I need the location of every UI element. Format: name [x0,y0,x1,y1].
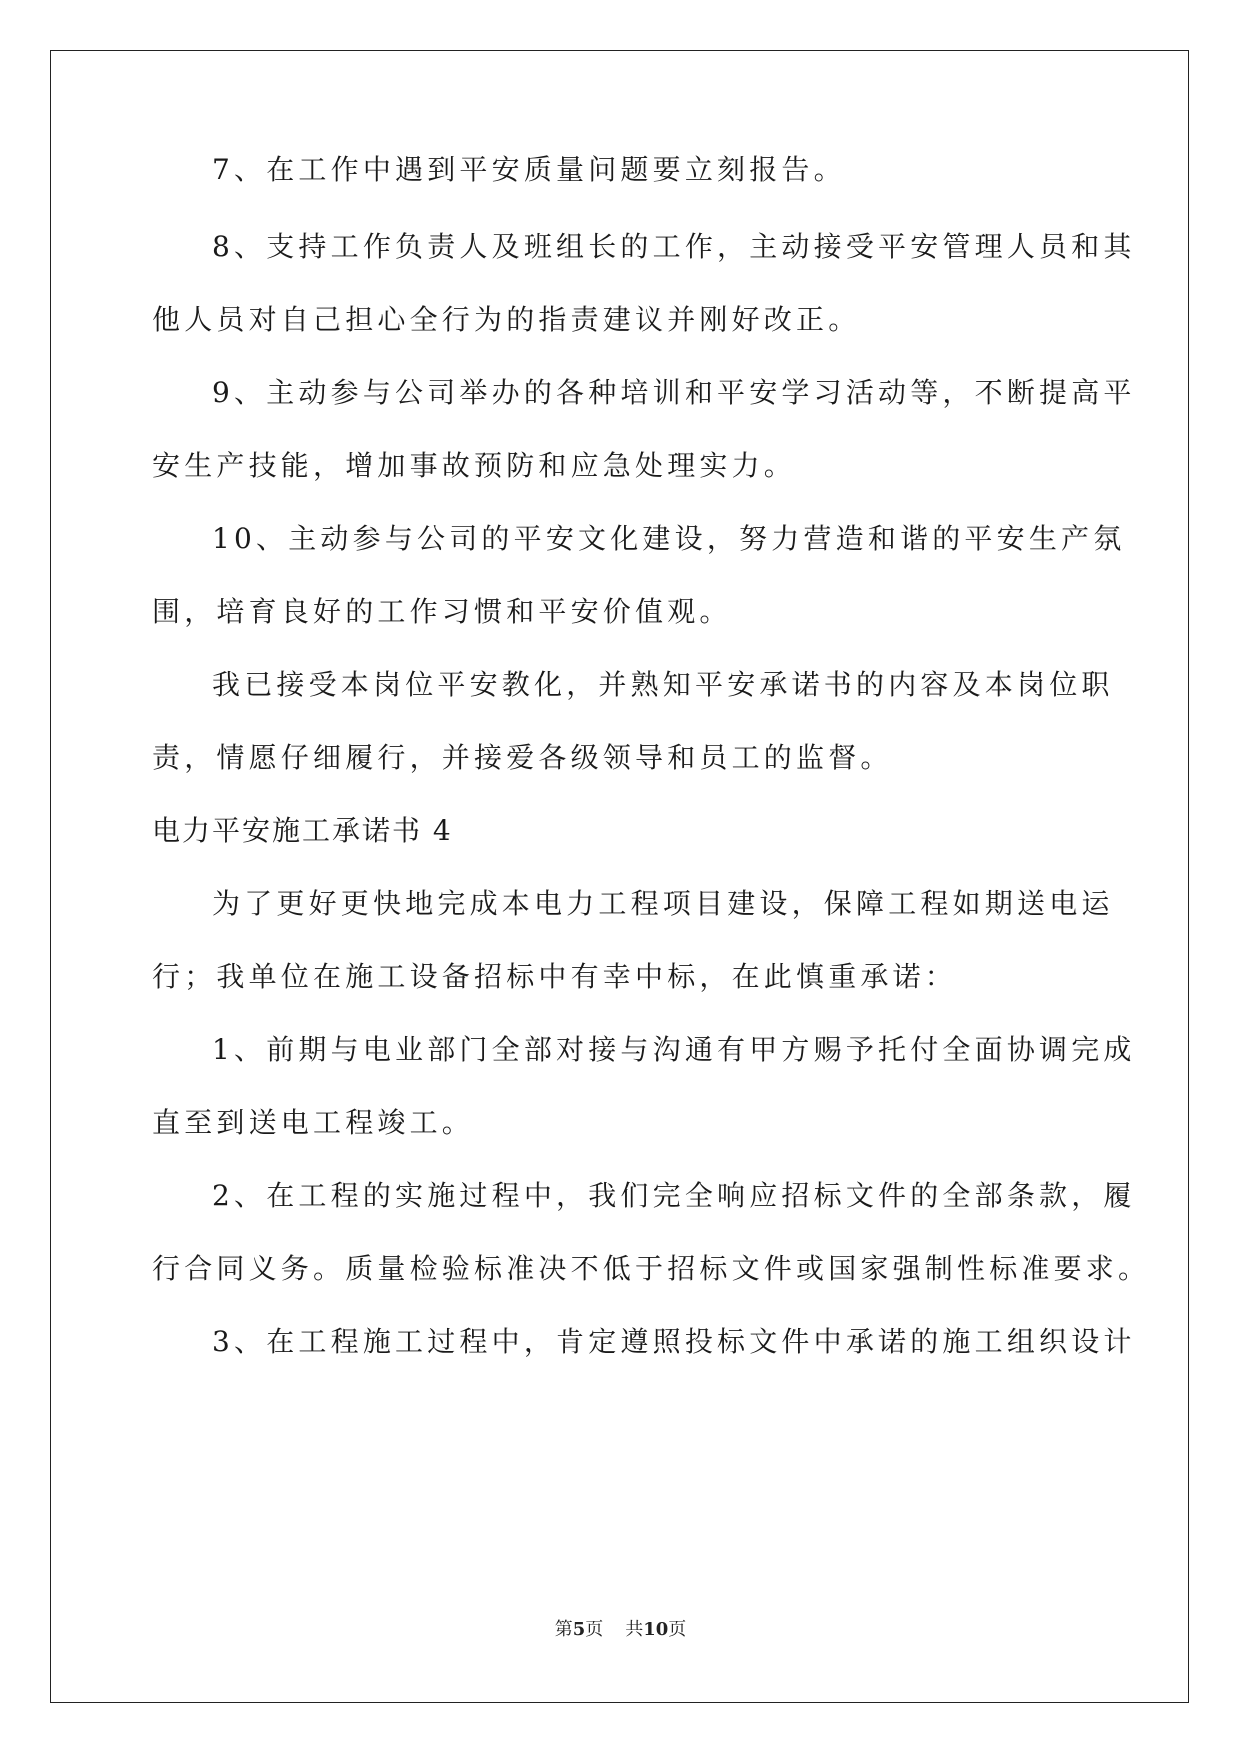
paragraph-line: 7、在工作中遇到平安质量问题要立刻报告。 [212,153,846,186]
page-number-footer [0,1618,1241,1642]
paragraph-line: 3、在工程施工过程中，肯定遵照投标文件中承诺的施工组织设计 [212,1325,1136,1358]
paragraph-line: 行；我单位在施工设备招标中有幸中标，在此慎重承诺： [152,960,958,993]
current-page-number: 5 [572,1619,586,1640]
paragraph-line: 1、前期与电业部门全部对接与沟通有甲方赐予托付全面协调完成 [212,1033,1136,1066]
page-prefix: 第 [554,1619,573,1640]
page-suffix: 页 [585,1619,604,1640]
paragraph-line: 围，培育良好的工作习惯和平安价值观。 [152,595,732,628]
paragraph-line: 责，情愿仔细履行，并接爱各级领导和员工的监督。 [152,741,893,774]
paragraph-line: 9、主动参与公司举办的各种培训和平安学习活动等，不断提高平 [212,376,1136,409]
page-border [50,50,1189,1703]
paragraph-line: 8、支持工作负责人及班组长的工作，主动接受平安管理人员和其 [212,230,1136,263]
total-page-number: 10 [643,1619,669,1640]
paragraph-line: 我已接受本岗位平安教化，并熟知平安承诺书的内容及本岗位职 [212,668,1114,701]
total-prefix: 共 [625,1619,644,1640]
paragraph-line: 直至到送电工程竣工。 [152,1106,475,1139]
paragraph-line: 行合同义务。质量检验标准决不低于招标文件或国家强制性标准要求。 [152,1252,1151,1285]
paragraph-line: 10、主动参与公司的平安文化建设，努力营造和谐的平安生产氛 [212,522,1126,555]
section-heading: 电力平安施工承诺书 4 [152,814,453,847]
paragraph-line: 他人员对自己担心全行为的指责建议并刚好改正。 [152,303,861,336]
paragraph-line: 为了更好更快地完成本电力工程项目建设，保障工程如期送电运 [212,887,1114,920]
total-suffix: 页 [668,1619,687,1640]
paragraph-line: 2、在工程的实施过程中，我们完全响应招标文件的全部条款，履 [212,1179,1136,1212]
paragraph-line: 安生产技能，增加事故预防和应急处理实力。 [152,449,797,482]
